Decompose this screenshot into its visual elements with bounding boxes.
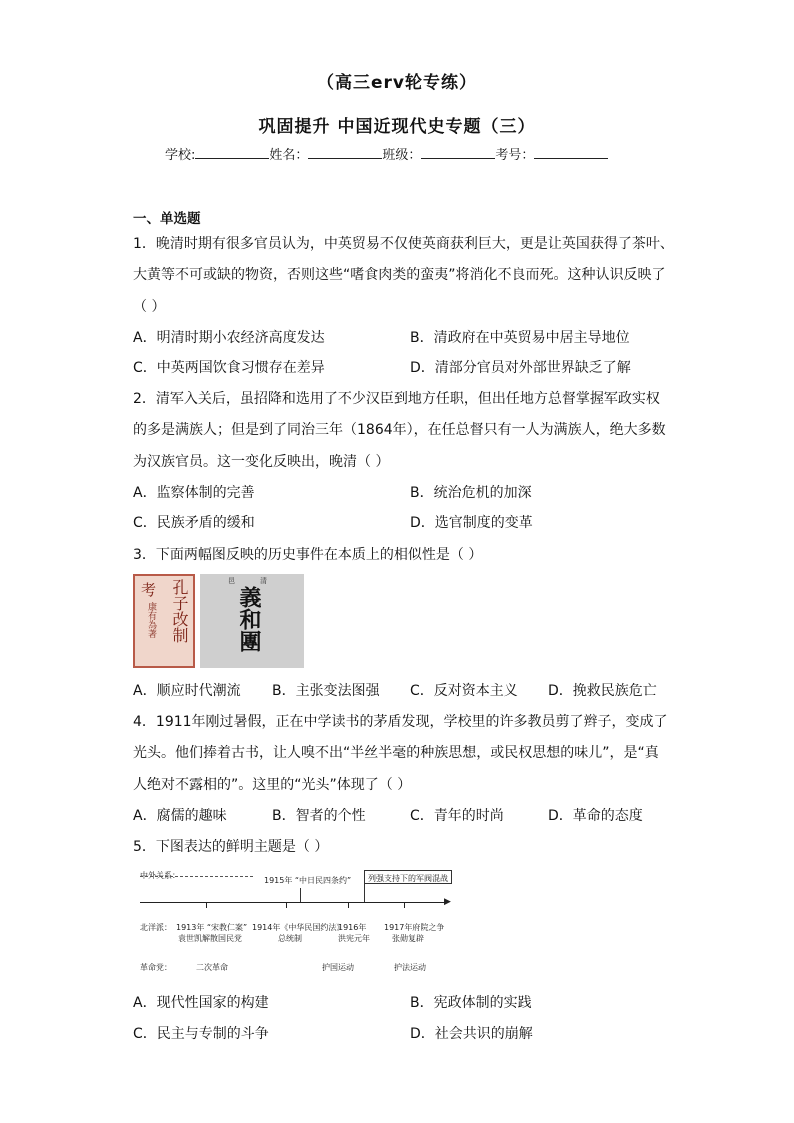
axis-arrow-icon: ▶ xyxy=(444,897,451,907)
history-timeline-diagram xyxy=(140,868,460,978)
row-beiyang-label: 北洋派： xyxy=(140,923,172,932)
event-1914-constitution: 1914年《中华民国约法》 xyxy=(252,923,345,932)
name-label: 姓名： xyxy=(269,148,309,163)
number-blank[interactable] xyxy=(534,146,608,159)
q3-option-a[interactable]: A．顺应时代潮流 xyxy=(133,683,241,699)
cover-author: 康有為著 xyxy=(146,602,156,638)
class-blank[interactable] xyxy=(421,146,495,159)
q1-option-d[interactable]: D．清部分官员对外部世界缺乏了解 xyxy=(410,360,631,376)
q4-option-c[interactable]: C．青年的时尚 xyxy=(410,808,504,824)
q2-option-d[interactable]: D．选官制度的变革 xyxy=(410,515,533,531)
bracket-left xyxy=(364,884,365,902)
student-info-line xyxy=(165,144,645,163)
q3-option-b[interactable]: B．主张变法图强 xyxy=(272,683,380,699)
q5-option-b[interactable]: B．宪政体制的实践 xyxy=(410,995,532,1011)
q4-option-a[interactable]: A．腐儒的趣味 xyxy=(133,808,227,824)
cover-side-title: 考 xyxy=(141,581,157,599)
exam-series-title: （高三erv轮专练） xyxy=(317,73,477,93)
q4-option-b[interactable]: B．智者的个性 xyxy=(272,808,366,824)
event-1916: 1916年 xyxy=(338,923,367,932)
q1-line2: 大黄等不可或缺的物资，否则这些“嗜食肉类的蛮夷”将消化不良而死。这种认识反映了 xyxy=(133,267,666,283)
tick-1917 xyxy=(404,902,405,908)
q3-option-c[interactable]: C．反对资本主义 xyxy=(410,683,518,699)
event-1916-hongxian: 洪宪元年 xyxy=(338,934,370,943)
q3-option-d[interactable]: D．挽救民族危亡 xyxy=(548,683,657,699)
event-protect-nation: 护国运动 xyxy=(322,963,354,972)
event-1913-song-case: 1913年 “宋教仁案” xyxy=(176,923,248,932)
q5-line1: 5．下图表达的鲜明主题是（ ） xyxy=(133,839,329,855)
section-title: 一、单选题 xyxy=(133,211,201,227)
q2-line1: 2．清军入关后，虽招降和选用了不少汉臣到地方任职，但出任地方总督掌握军政实权 xyxy=(133,391,660,407)
q4-line3: 人绝对不露相的”。这里的“光头”体现了（ ） xyxy=(133,777,412,793)
school-label: 学校: xyxy=(165,148,196,163)
q1-option-a[interactable]: A．明清时期小农经济高度发达 xyxy=(133,330,325,346)
event-warlord-chaos: 列强支持下的军阀混战 xyxy=(368,874,448,883)
q2-line2: 的多是满族人；但是到了同治三年（1864年），在任总督只有一人为满族人，绝大多数 xyxy=(133,422,666,438)
q1-line3: （ ） xyxy=(133,299,166,315)
event-1914-presidential: 总统制 xyxy=(278,934,302,943)
event-1917-dispute: 1917年府院之争 xyxy=(384,923,445,932)
class-label: 班级： xyxy=(382,148,422,163)
q3-line1: 3．下面两幅图反映的历史事件在本质上的相似性是（ ） xyxy=(133,547,483,563)
banner-top-right: 清 xyxy=(260,577,267,585)
q1-option-b[interactable]: B．清政府在中英贸易中居主导地位 xyxy=(410,330,630,346)
q4-line1: 4．1911年刚过暑假，正在中学读书的茅盾发现，学校里的许多教员剪了辫子，变成了 xyxy=(133,714,668,730)
q1-line1: 1．晚清时期有很多官员认为，中英贸易不仅使英商获利巨大，更是让英国获得了茶叶、 xyxy=(133,236,674,252)
row1-dashed-line xyxy=(140,876,253,877)
q2-line3: 为汉族官员。这一变化反映出，晚清（ ） xyxy=(133,454,390,470)
tick-1916 xyxy=(348,902,349,908)
main-axis-line xyxy=(140,902,448,903)
banner-text: 義和團 xyxy=(236,586,262,652)
name-blank[interactable] xyxy=(308,146,382,159)
q4-option-d[interactable]: D．革命的态度 xyxy=(548,808,643,824)
event-1917-restoration: 张勋复辟 xyxy=(392,934,424,943)
q5-option-c[interactable]: C．民主与专制的斗争 xyxy=(133,1026,269,1042)
q1-option-c[interactable]: C．中英两国饮食习惯存在差异 xyxy=(133,360,325,376)
q5-option-d[interactable]: D．社会共识的崩解 xyxy=(410,1026,533,1042)
cover-big-title: 孔子改制 xyxy=(170,579,189,643)
row-foreign-relations-label: 中外关系： xyxy=(140,871,180,880)
school-blank[interactable] xyxy=(195,146,269,159)
event-1915-treaty: 1915年 “中日民四条约” xyxy=(264,876,352,885)
q2-option-b[interactable]: B．统治危机的加深 xyxy=(410,485,532,501)
tick-1915 xyxy=(300,888,301,902)
kongzi-gaizhi-cover-image xyxy=(133,574,195,668)
event-1913-dissolve-kmt: 袁世凯解散国民党 xyxy=(178,934,242,943)
tick-1913 xyxy=(206,902,207,908)
event-protect-law: 护法运动 xyxy=(394,963,426,972)
exam-title: 巩固提升 中国近现代史专题（三） xyxy=(258,117,536,137)
number-label: 考号： xyxy=(495,148,535,163)
tick-1914 xyxy=(286,902,287,908)
q4-line2: 光头。他们捧着古书，让人嗅不出“半丝半毫的种族思想，或民权思想的味儿”，是“真 xyxy=(133,745,659,761)
q2-option-a[interactable]: A．监察体制的完善 xyxy=(133,485,255,501)
q2-option-c[interactable]: C．民族矛盾的缓和 xyxy=(133,515,255,531)
q5-option-a[interactable]: A．现代性国家的构建 xyxy=(133,995,269,1011)
event-second-revolution: 二次革命 xyxy=(196,963,228,972)
row-revolutionary-label: 革命党： xyxy=(140,963,172,972)
banner-top-left: 邑 xyxy=(228,577,235,585)
yihetuan-banner-image xyxy=(200,574,304,668)
